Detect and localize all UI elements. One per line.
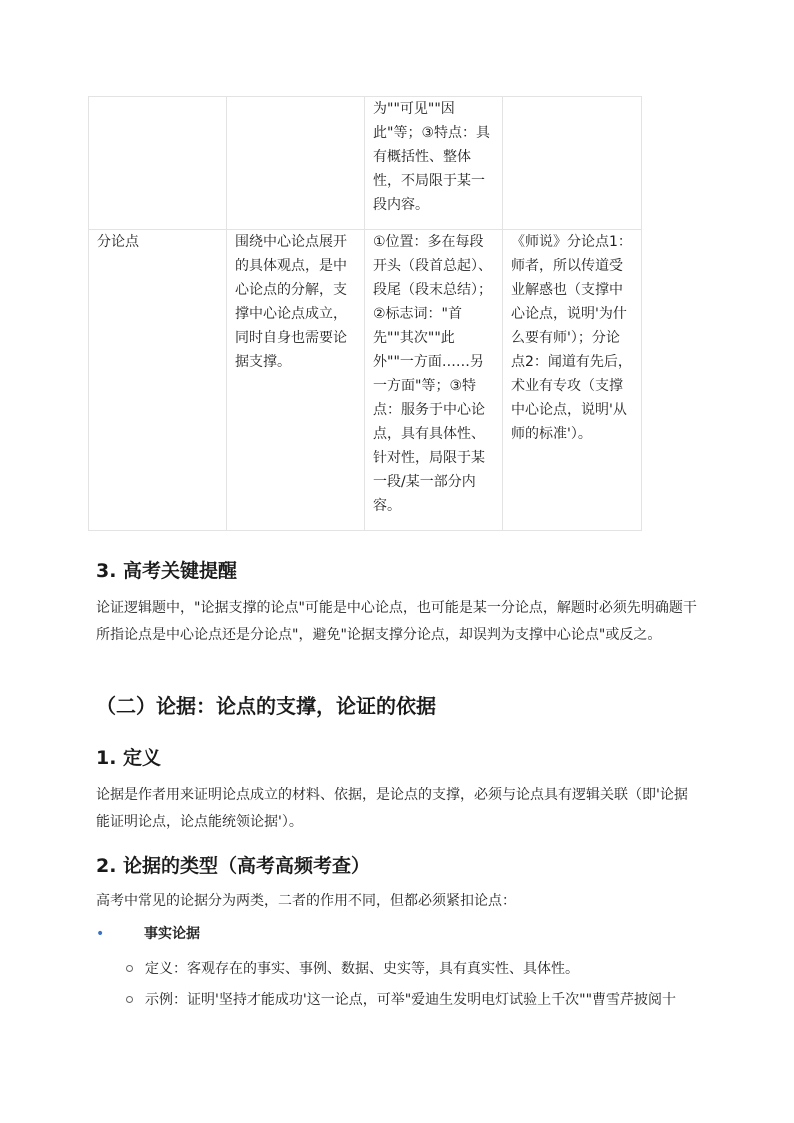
table-cell <box>227 97 365 230</box>
table-row <box>89 230 642 531</box>
table-cell: 《师说》分论点1：师者，所以传道受业解惑也（支撑中心论点，说明'为什么要有师'）；分论点2：闻道有先后，术业有专攻（支撑中心论点，说明'从师的标准'）。 <box>503 230 642 531</box>
table-cell <box>89 97 227 230</box>
paragraph: 高考中常见的论据分为两类，二者的作用不同，但都必须紧扣论点： <box>96 893 516 909</box>
paragraph: 论证逻辑题中，"论据支撑的论点"可能是中心论点，也可能是某一分论点，解题时必须先明确题干所指论点是中心论点还是分论点"，避免"论据支撑分论点，却误判为支撑中心论点"或反之。 <box>96 600 697 643</box>
table-cell: 围绕中心论点展开的具体观点，是中心论点的分解，支撑中心论点成立，同时自身也需要论据支撑。 <box>227 230 365 531</box>
table-cell <box>503 97 642 230</box>
sub-list-item-text: 示例：证明'坚持才能成功'这一论点，可举"爱迪生发明电灯试验上千次""曹雪芹披阅十 <box>145 992 677 1008</box>
section-heading: 3. 高考关键提醒 <box>96 560 238 582</box>
bullet-icon: • <box>96 926 105 942</box>
sub-list-item-text: 定义：客观存在的事实、事例、数据、史实等，具有真实性、具体性。 <box>145 961 579 977</box>
list-item-label: 事实论据 <box>144 926 200 942</box>
paragraph: 论据是作者用来证明论点成立的材料、依据，是论点的支撑，必须与论点具有逻辑关联（即'论据能证明论点，论点能统领论据'）。 <box>96 787 688 830</box>
table-cell: 分论点 <box>89 230 227 531</box>
hollow-bullet-icon <box>126 965 133 972</box>
hollow-bullet-icon <box>126 996 133 1003</box>
argument-table <box>88 96 642 531</box>
table-cell: 为""可见""因此"等；③特点：具有概括性、整体性，不局限于某一段内容。 <box>365 97 503 230</box>
table-row <box>89 97 642 230</box>
part-heading: （二）论据：论点的支撑，论证的依据 <box>96 694 436 718</box>
table-cell: ①位置：多在每段开头（段首总起）、段尾（段末总结）；②标志词："首先""其次""此外""一方面……另一方面"等；③特点：服务于中心论点，具有具体性、针对性，局限于某一段/某一部分内容。 <box>365 230 503 531</box>
section-heading: 2. 论据的类型（高考高频考查） <box>96 855 371 877</box>
section-heading: 1. 定义 <box>96 747 162 769</box>
